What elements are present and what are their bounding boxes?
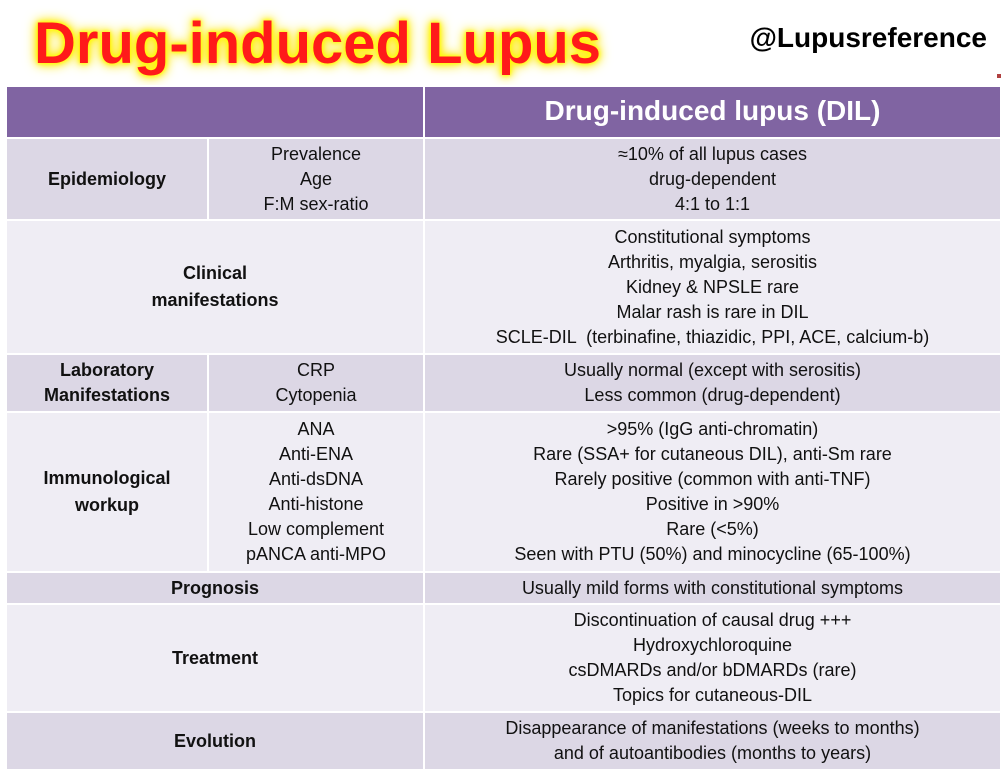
value: Kidney & NPSLE rare <box>625 276 800 297</box>
item: pANCA anti-MPO <box>245 544 387 564</box>
category-clinical <box>6 220 424 354</box>
value: Constitutional symptoms <box>614 226 811 247</box>
category-line: Manifestations <box>43 385 171 405</box>
table-header-row <box>6 86 1001 138</box>
category-line: workup <box>74 495 139 515</box>
value: ≈10% of all lupus cases <box>618 143 807 164</box>
value: Usually normal (except with serositis) <box>563 360 862 380</box>
item: CRP <box>296 360 335 380</box>
items-laboratory <box>208 354 424 412</box>
value: Positive in >90% <box>645 494 780 514</box>
category-line: Laboratory <box>59 360 155 380</box>
value: Arthritis, myalgia, serositis <box>607 251 818 272</box>
category-treatment: Treatment <box>6 604 424 712</box>
item: Cytopenia <box>275 385 357 405</box>
item: Anti-dsDNA <box>268 469 364 489</box>
values-prognosis <box>424 572 1001 604</box>
values-clinical <box>424 220 1001 354</box>
value: Discontinuation of causal drug +++ <box>573 610 852 630</box>
header-blank-cell <box>6 86 424 138</box>
author-handle: @Lupusreference <box>749 22 987 53</box>
item: Anti-histone <box>268 494 364 514</box>
category-immunological <box>6 412 208 572</box>
header-title: Drug-induced lupus (DIL) <box>544 94 881 126</box>
value: Usually mild forms with constitutional symptoms <box>521 577 904 598</box>
item: Age <box>299 168 333 189</box>
table-row-immunological <box>6 412 1001 572</box>
category-line: Clinical <box>182 263 248 283</box>
values-laboratory <box>424 354 1001 412</box>
item: Anti-ENA <box>278 444 354 464</box>
item: F:M sex-ratio <box>263 193 369 214</box>
values-treatment <box>424 604 1001 712</box>
table-row-clinical <box>6 220 1001 354</box>
value: Rarely positive (common with anti-TNF) <box>554 469 871 489</box>
category-line: manifestations <box>151 290 279 310</box>
table-row-laboratory <box>6 354 1001 412</box>
value: Seen with PTU (50%) and minocycline (65-100%) <box>514 544 911 564</box>
values-immunological <box>424 412 1001 572</box>
category-epidemiology: Epidemiology <box>6 138 208 220</box>
table-row-prognosis <box>6 572 1001 604</box>
header-cell <box>424 86 1001 138</box>
value: Hydroxychloroquine <box>632 635 793 655</box>
category-evolution: Evolution <box>6 712 424 770</box>
values-epidemiology <box>424 138 1001 220</box>
value: csDMARDs and/or bDMARDs (rare) <box>568 660 857 680</box>
category-prognosis: Prognosis <box>6 572 424 604</box>
value: and of autoantibodies (months to years) <box>553 743 872 763</box>
value: Disappearance of manifestations (weeks to months) <box>505 718 920 738</box>
item: Low complement <box>247 519 385 539</box>
value: 4:1 to 1:1 <box>674 193 751 214</box>
category-line: Immunological <box>43 468 171 488</box>
page-title: Drug-induced Lupus <box>34 11 602 76</box>
value: SCLE-DIL (terbinafine, thiazidic, PPI, ACE, calcium-b) <box>495 326 930 347</box>
category-laboratory <box>6 354 208 412</box>
value: Topics for cutaneous-DIL <box>612 685 813 705</box>
value: Rare (SSA+ for cutaneous DIL), anti-Sm rare <box>533 444 892 464</box>
value: >95% (IgG anti-chromatin) <box>606 419 819 439</box>
value: Less common (drug-dependent) <box>584 385 841 405</box>
table-row-evolution <box>6 712 1001 770</box>
item: Prevalence <box>270 143 362 164</box>
value: drug-dependent <box>648 168 777 189</box>
items-epidemiology <box>208 138 424 220</box>
edge-mark <box>997 74 1001 78</box>
dil-table <box>5 85 1001 771</box>
table-row-epidemiology <box>6 138 1001 220</box>
value: Malar rash is rare in DIL <box>616 301 809 322</box>
value: Rare (<5%) <box>666 519 759 539</box>
items-immunological <box>208 412 424 572</box>
table-row-treatment <box>6 604 1001 712</box>
item: ANA <box>297 419 335 439</box>
values-evolution <box>424 712 1001 770</box>
